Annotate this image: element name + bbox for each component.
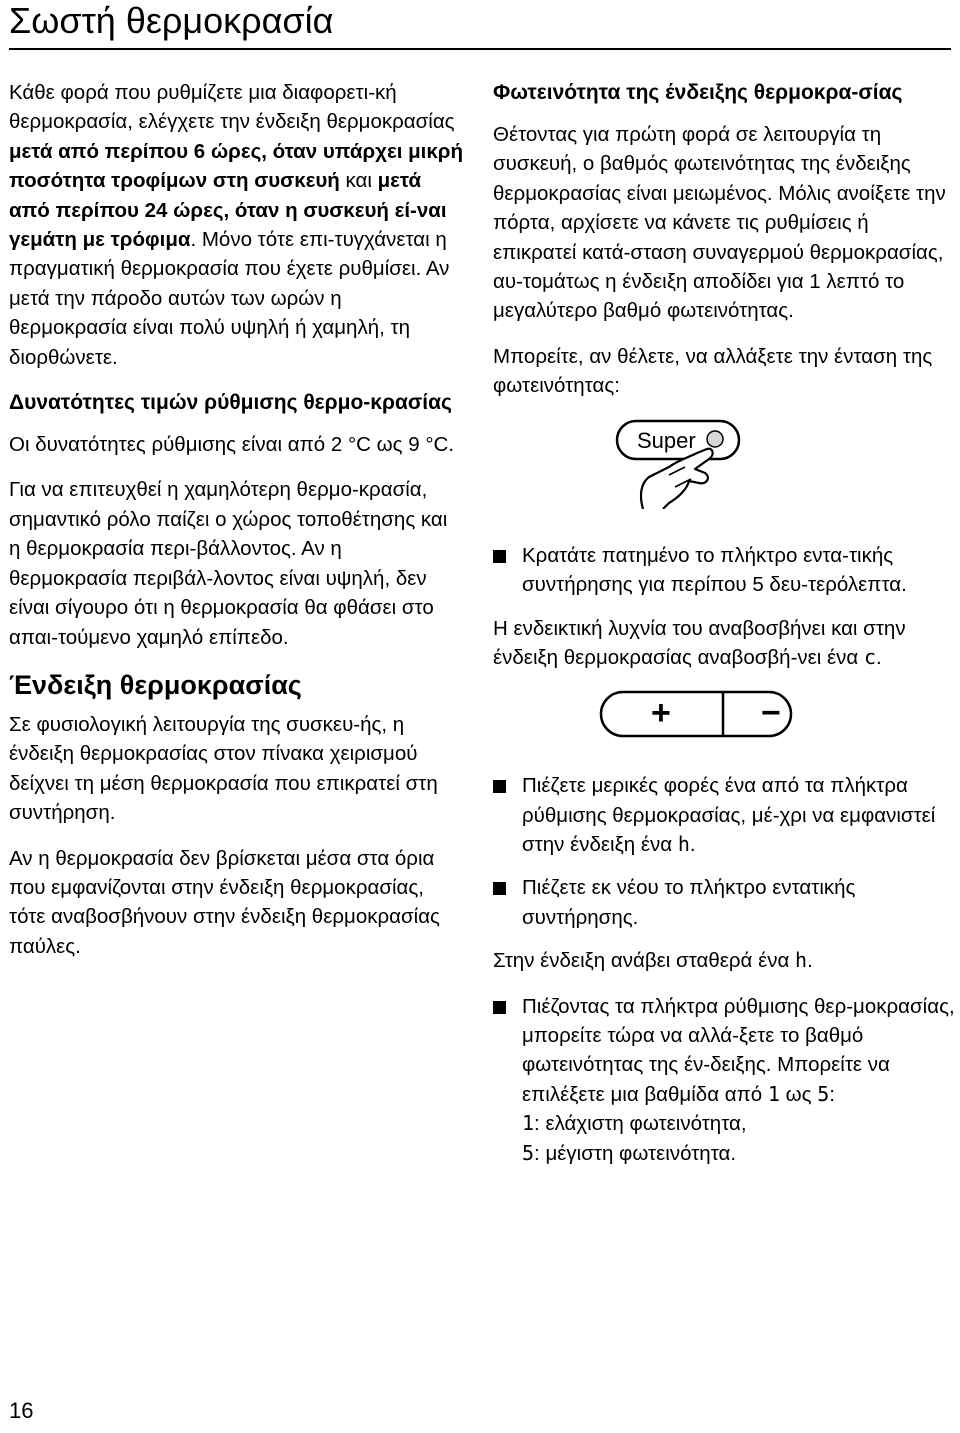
- segment-h-symbol: h: [677, 831, 690, 856]
- indicator-text-main: Η ενδεικτική λυχνία του αναβοσβήνει και στην ένδειξη θερμοκρασίας αναβοσβή-νει ένα: [493, 616, 906, 670]
- display-heading: Ένδειξη θερμοκρασίας: [9, 669, 302, 700]
- intro-bold-2: μετά από περίπου 24 ώρες, όταν η συσκευή εί-ναι γεμάτη με τρόφιμα: [9, 169, 447, 252]
- segment-c-symbol: c: [863, 645, 877, 670]
- brightness-text-2: Μπορείτε, αν θέλετε, να αλλάξετε την ένταση της φωτεινότητας:: [493, 344, 933, 398]
- bullet-square-icon: [493, 780, 506, 793]
- plus-button-label: +: [651, 693, 671, 732]
- segment-1-symbol: 1: [767, 1081, 780, 1106]
- steady-text-main: Στην ένδειξη ανάβει σταθερά ένα: [493, 949, 796, 973]
- intro-paragraph: [9, 78, 464, 372]
- super-indicator-light: [707, 431, 723, 447]
- bullet-hold-super: [493, 541, 955, 600]
- bullet-change-brightness: [493, 992, 955, 1168]
- super-button-figure: [493, 417, 955, 517]
- bullet-press-temp: [493, 771, 955, 859]
- indicator-text-end: .: [876, 646, 882, 670]
- min-brightness-text: : ελάχιστη φωτεινότητα,: [534, 1112, 747, 1136]
- segment-1-symbol: 1: [522, 1111, 535, 1136]
- lowest-text: Για να επιτευχθεί η χαμηλότερη θερμο-κρασία, σημαντικό ρόλο παίζει ο χώρος τοποθέτησης και η θερμοκρασία περι-βάλλοντος. Αν η θερμοκρασία περιβάλ-λοντος είναι υψηλή, δεν είναι σίγουρο ότι η θερμοκρασία θα φθάσει στο απαι-τούμενο χαμηλό επίπεδο.: [9, 478, 448, 649]
- bullet-change-brightness-main: Πιέζοντας τα πλήκτρα ρύθμισης θερ-μοκρασίας, μπορείτε τώρα να αλλά-ξετε το βαθμό φωτεινότητας της έν-δειξης. Μπορείτε να επιλέξετε μια βαθμίδα από: [522, 994, 955, 1106]
- plus-minus-figure: [493, 689, 955, 747]
- bullet-square-icon: [493, 882, 506, 895]
- bullet-change-brightness-text: [522, 992, 955, 1168]
- plus-minus-illustration: [493, 689, 793, 739]
- steady-text: [493, 946, 955, 975]
- right-column: [493, 78, 955, 1182]
- page-number: 16: [9, 1398, 34, 1423]
- range-text: Οι δυνατότητες ρύθμισης είναι από 2 °C ως 9 °C.: [9, 433, 455, 457]
- brightness-heading: Φωτεινότητα της ένδειξης θερμοκρα-σίας: [493, 81, 903, 104]
- intro-text-2: και: [339, 169, 378, 193]
- bullet-press-temp-main: Πιέζετε μερικές φορές ένα από τα πλήκτρα ρύθμισης θερμοκρασίας, μέ-χρι να εμφανιστεί στην ένδειξη ένα: [522, 774, 936, 856]
- bullet-hold-super-text: Κρατάτε πατημένο το πλήκτρο εντα-τικής συντήρησης για περίπου 5 δευ-τερόλεπτα.: [522, 544, 907, 597]
- bullet-press-super-again: [493, 873, 955, 932]
- intro-text-1: Κάθε φορά που ρυθμίζετε μια διαφορετι-κή θερμοκρασία, ελέγχετε την ένδειξη θερμοκρασίας: [9, 81, 455, 134]
- page-title: Σωστή θερμοκρασία: [9, 0, 334, 41]
- bullet-press-temp-text: [522, 771, 955, 859]
- range-heading: Δυνατότητες τιμών ρύθμισης θερμο-κρασίας: [9, 391, 452, 415]
- super-button-illustration: [493, 417, 743, 509]
- intro-text-3: . Μόνο τότε επι-τυγχάνεται η πραγματική θερμοκρασία που έχετε ρυθμίσει. Αν μετά την πάροδο αυτών των ωρών η θερμοκρασία είναι πολύ υψηλή ή χαμηλή, τη διορθώνετε.: [9, 228, 450, 369]
- title-rule: [9, 48, 951, 50]
- segment-5-symbol: 5: [522, 1140, 535, 1165]
- steady-text-end: .: [807, 949, 813, 973]
- brightness-text-1: Θέτοντας για πρώτη φορά σε λειτουργία τη συσκευή, ο βαθμός φωτεινότητας της ένδειξης θερμοκρασίας είναι μειωμένος. Μόλις ανοίξετε την πόρτα, αρχίσετε να κάνετε τις ρυθμίσεις ή επικρατεί κατά-σταση συναγερμού θερμοκρασίας, αυ-τομάτως η ένδειξη αποδίδει για 1 λεπτό το μεγαλύτερο βαθμό φωτεινότητας.: [493, 123, 946, 323]
- indicator-text: [493, 614, 955, 673]
- segment-h-symbol: h: [795, 948, 808, 973]
- display-text-2: Αν η θερμοκρασία δεν βρίσκεται μέσα στα όρια που εμφανίζονται στην ένδειξη θερμοκρασίας, τότε αναβοσβήνουν στην ένδειξη θερμοκρασίας παύλες.: [9, 846, 440, 958]
- bullet-square-icon: [493, 550, 506, 563]
- segment-5-symbol: 5: [817, 1081, 830, 1106]
- super-button-label: Super: [637, 427, 696, 453]
- minus-button-label: −: [761, 693, 781, 732]
- bullet-change-brightness-colon: :: [829, 1082, 835, 1106]
- bullet-press-super-again-text: Πιέζετε εκ νέου το πλήκτρο εντατικής συντήρησης.: [522, 876, 856, 929]
- display-text-1: Σε φυσιολογική λειτουργία της συσκευ-ής, η ένδειξη θερμοκρασίας στον πίνακα χειρισμού δείχνει τη μέση θερμοκρασία που επικρατεί στη συντήρηση.: [9, 712, 438, 825]
- left-column: [9, 78, 464, 977]
- bullet-press-temp-end: .: [689, 832, 696, 856]
- bullet-square-icon: [493, 1001, 506, 1014]
- intro-bold-1: μετά από περίπου 6 ώρες, όταν υπάρχει μικρή ποσότητα τροφίμων στη συσκευή: [9, 139, 463, 193]
- max-brightness-text: : μέγιστη φωτεινότητα.: [534, 1141, 737, 1165]
- bullet-change-brightness-mid: ως: [779, 1082, 818, 1106]
